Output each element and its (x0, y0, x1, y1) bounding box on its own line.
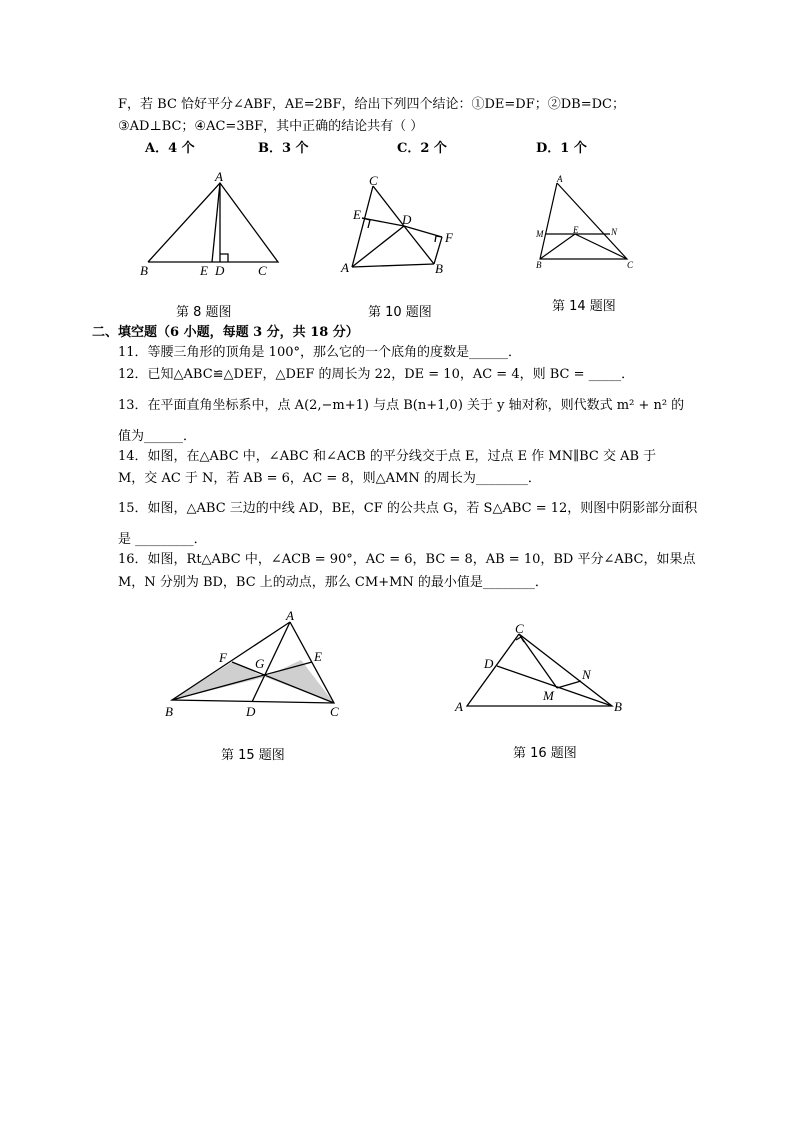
fig14-label-b: B (536, 260, 542, 270)
fig10-label-b: B (435, 261, 443, 276)
fig14-label-n: N (611, 227, 618, 237)
fig8-label-b: B (140, 263, 148, 278)
fig14-label-e: E (573, 225, 579, 235)
fig10-label-c: C (369, 173, 378, 188)
choice-d: D．1 个 (536, 141, 587, 156)
choice-b: B．3 个 (258, 141, 309, 156)
question-16-line2: M，N 分别为 BD，BC 上的动点，那么 CM+MN 的最小值是________． (118, 575, 548, 590)
fig15-label-g: G (255, 656, 265, 671)
fig14-label-a: A (557, 174, 563, 184)
question-13-line1: 13．在平面直角坐标系中，点 A(2,−m+1) 与点 B(n+1,0) 关于 y 轴对称，则代数式 m² + n² 的 (118, 398, 685, 413)
question-13-line2: 值为______． (118, 429, 197, 444)
fig10-caption: 第 10 题图 (368, 305, 432, 320)
fig8-label-d: D (215, 263, 225, 278)
question-14-line1: 14．如图，在△ABC 中，∠ABC 和∠ACB 的平分线交于点 E，过点 E 作 MN∥BC 交 AB 于 (118, 449, 657, 464)
fig14-label-c: C (627, 260, 634, 270)
fig15-label-e: E (314, 649, 322, 664)
fig8-caption: 第 8 题图 (176, 305, 232, 320)
section-2-heading: 二、填空题（6 小题，每题 3 分，共 18 分） (92, 325, 359, 340)
fig14-caption: 第 14 题图 (552, 299, 616, 314)
question-14-line2: M，交 AC 于 N，若 AB = 6，AC = 8，则△AMN 的周长为________． (118, 471, 541, 486)
fig16-label-c: C (515, 621, 524, 636)
fig10-label-d: D (402, 212, 412, 227)
fig14-label-m: M (536, 229, 544, 239)
question-12: 12．已知△ABC≌△DEF，△DEF 的周长为 22，DE = 10，AC = 4，则 BC = _____． (118, 367, 635, 382)
question-15-line1: 15．如图，△ABC 三边的中线 AD，BE，CF 的公共点 G，若 S△ABC = 12，则图中阴影部分面积 (118, 501, 698, 516)
fig15-label-a: A (286, 608, 294, 623)
choice-c: C．2 个 (397, 141, 447, 156)
fig10-label-a: A (341, 260, 349, 275)
choice-a: A．4 个 (145, 141, 195, 156)
q8-text-line2: ③AD⊥BC；④AC=3BF，其中正确的结论共有（ ） (118, 119, 424, 134)
fig8-label-c: C (258, 263, 267, 278)
fig15-label-c: C (330, 704, 339, 719)
q8-text-line1: F，若 BC 恰好平分∠ABF，AE=2BF，给出下列四个结论：①DE=DF；②DB=DC； (118, 97, 625, 112)
fig15-label-d: D (246, 704, 256, 719)
fig15-label-b: B (165, 704, 173, 719)
fig16-caption: 第 16 题图 (513, 746, 577, 761)
question-16-line1: 16．如图，Rt△ABC 中，∠ACB = 90°，AC = 6，BC = 8，AB = 10，BD 平分∠ABC，如果点 (118, 552, 696, 567)
fig16-label-d: D (484, 656, 494, 671)
fig16-label-b: B (614, 699, 622, 714)
fig8-label-e: E (200, 263, 208, 278)
fig10-label-f: F (445, 230, 453, 245)
fig16-label-a: A (455, 699, 463, 714)
question-15-line2: 是 _________． (118, 532, 207, 547)
fig15-caption: 第 15 题图 (221, 748, 285, 763)
fig16-label-n: N (582, 667, 591, 682)
fig16-label-m: M (543, 688, 554, 703)
fig8-label-a: A (215, 169, 223, 184)
fig15-label-f: F (219, 650, 227, 665)
fig10-label-e: E (353, 207, 361, 222)
question-11: 11．等腰三角形的顶角是 100°，那么它的一个底角的度数是______． (118, 345, 521, 360)
